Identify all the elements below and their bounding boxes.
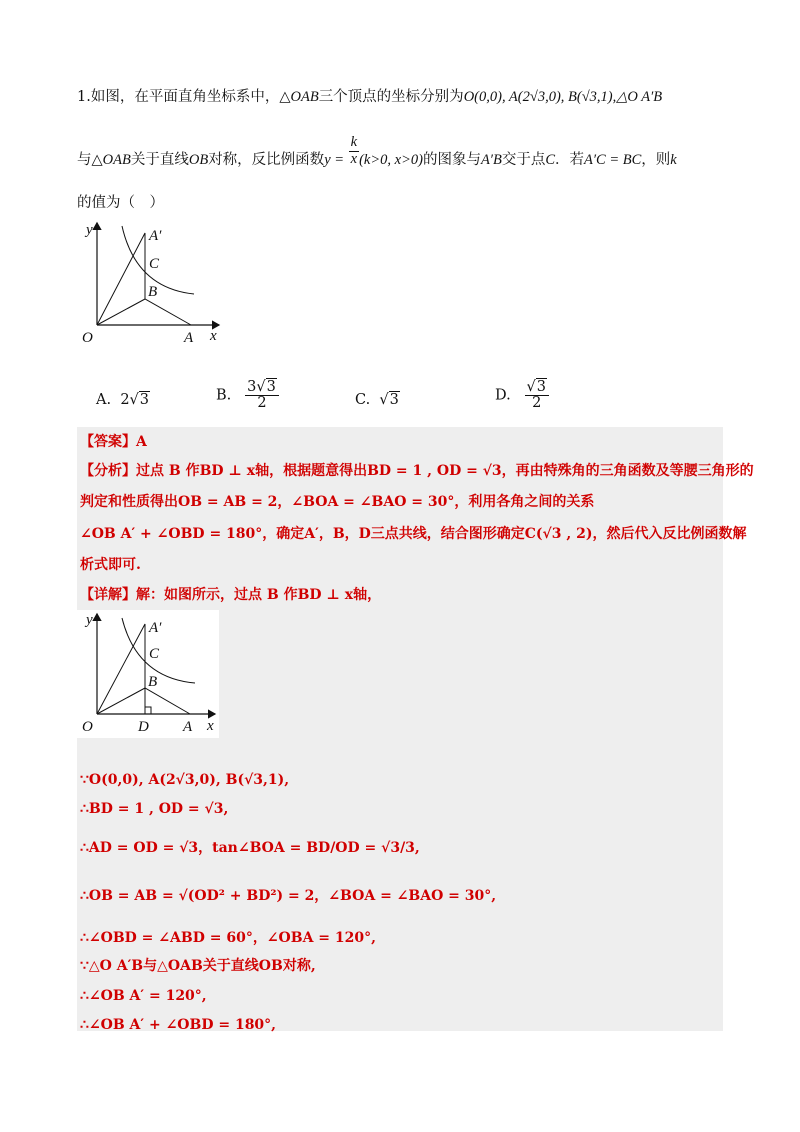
triangle-oa-prime-b (97, 233, 145, 325)
label-x: x (207, 718, 214, 734)
step-7: ∴∠OB A′ = 120°, (80, 988, 207, 1004)
option-a[interactable]: A. 2√3 (96, 392, 150, 408)
analysis-line-2: 判定和性质得出OB = AB = 2，∠BOA = ∠BAO = 30°，利用各角之间的关系 (80, 494, 595, 510)
label-a-prime: A′ (149, 620, 162, 636)
analysis-line-4: 析式即可. (80, 557, 141, 573)
step-4: ∴OB = AB = √(OD² + BD²) = 2，∠BOA = ∠BAO = 30°, (80, 888, 497, 904)
option-c[interactable]: C. √3 (355, 392, 399, 408)
answer-line: 【答案】A (80, 434, 147, 450)
label-y: y (86, 612, 93, 628)
label-a-prime: A′ (149, 228, 162, 244)
label-b: B (148, 284, 158, 300)
triangle-oab (97, 688, 190, 714)
label-a: A (184, 330, 194, 346)
step-5: ∴∠OBD = ∠ABD = 60°，∠OBA = 120°, (80, 930, 377, 946)
step-1: ∵O(0,0), A(2√3,0), B(√3,1), (80, 772, 290, 788)
label-b: B (148, 674, 158, 690)
k-over-x-fraction: $\frac{k}{x}$ (350, 134, 358, 167)
question-line-1: 1.如图，在平面直角坐标系中，△OAB三个顶点的坐标分别为O(0,0), A(2√3,0), B(√3,1),△O A′B (77, 89, 663, 105)
right-angle-mark (145, 707, 151, 714)
step-2: ∴BD = 1 , OD = √3, (80, 801, 229, 817)
question-figure (74, 218, 224, 346)
option-d[interactable]: D. $\frac{√3}{2}$ (495, 380, 549, 411)
analysis-line-1: 【分析】过点 B 作BD ⊥ x轴，根据题意得出BD = 1 , OD = √3，再由特殊角的三角函数及等腰三角形的 (80, 463, 754, 479)
option-b[interactable]: B. $\frac{3√3}{2}$ (216, 380, 279, 411)
step-6: ∵△O A′B与△OAB关于直线OB对称, (80, 958, 316, 974)
label-o: O (82, 719, 93, 735)
step-8: ∴∠OB A′ + ∠OBD = 180°, (80, 1017, 277, 1033)
label-c: C (149, 256, 160, 272)
triangle-oab (97, 299, 191, 325)
analysis-line-3: ∠OB A′ + ∠OBD = 180°，确定A′，B，D三点共线，结合图形确定C(√3 , 2)，然后代入反比例函数解 (80, 526, 747, 542)
label-c: C (149, 646, 160, 662)
label-o: O (82, 330, 93, 346)
label-y: y (86, 222, 93, 238)
label-x: x (210, 328, 217, 344)
detail-line-1: 【详解】解：如图所示，过点 B 作BD ⊥ x轴， (80, 587, 382, 603)
label-d: D (138, 719, 149, 735)
label-a: A (183, 719, 193, 735)
question-line-3: 的值为（ ） (77, 195, 164, 211)
solution-figure (77, 610, 219, 738)
step-3: ∴AD = OD = √3，tan∠BOA = BD/OD = √3/3, (80, 840, 420, 856)
question-line-2: 与△OAB关于直线OB对称，反比例函数y = $\frac{k}{x}$ (k>0, x>0)的图象与A′B交于点C．若A′C = BC，则k (77, 134, 677, 168)
